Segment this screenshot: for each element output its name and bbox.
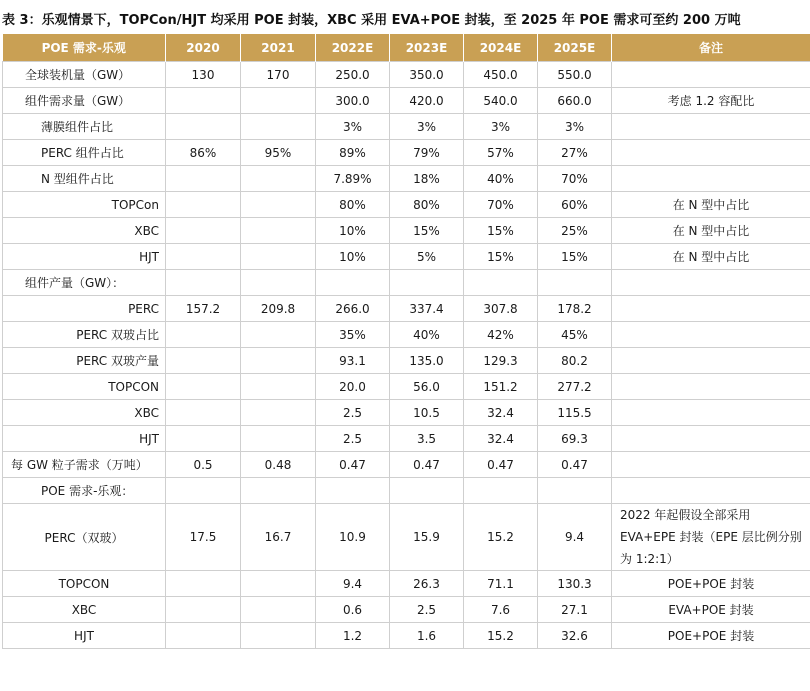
row-label: PERC: [3, 296, 166, 322]
row-label: PERC（双玻）: [3, 504, 166, 571]
table-cell: 17.5: [166, 504, 241, 571]
table-cell: 2.5: [390, 597, 464, 623]
table-cell: 151.2: [464, 374, 538, 400]
table-row: [3, 218, 810, 244]
table-cell: 2.5: [316, 400, 390, 426]
row-label: TOPCon: [3, 192, 166, 218]
table-cell: 3%: [390, 114, 464, 140]
table-row: [3, 348, 810, 374]
row-note: [612, 296, 810, 322]
table-cell: 337.4: [390, 296, 464, 322]
table-title: 表 3：乐观情景下，TOPCon/HJT 均采用 POE 封装，XBC 采用 EVA+POE 封装，至 2025 年 POE 需求可至约 200 万吨: [2, 13, 741, 28]
table-cell: [464, 270, 538, 296]
table-row: [3, 88, 810, 114]
table-cell: 0.47: [390, 452, 464, 478]
row-note: [612, 348, 810, 374]
table-cell: 420.0: [390, 88, 464, 114]
row-note: [612, 478, 810, 504]
table-row: [3, 452, 810, 478]
table-cell: 15%: [464, 244, 538, 270]
table-cell: 129.3: [464, 348, 538, 374]
table-cell: 40%: [390, 322, 464, 348]
table-cell: [166, 218, 241, 244]
table-cell: 115.5: [538, 400, 612, 426]
row-label: N 型组件占比: [3, 166, 166, 192]
table-cell: 0.48: [241, 452, 316, 478]
row-note: [612, 322, 810, 348]
table-row: [3, 478, 810, 504]
row-note: [612, 270, 810, 296]
row-label: XBC: [3, 597, 166, 623]
table-row: [3, 140, 810, 166]
row-label: 组件需求量（GW）: [3, 88, 166, 114]
table-cell: 3.5: [390, 426, 464, 452]
table-cell: [166, 597, 241, 623]
table-cell: 26.3: [390, 571, 464, 597]
table-cell: [316, 478, 390, 504]
table-cell: [166, 270, 241, 296]
table-cell: 15%: [390, 218, 464, 244]
table-cell: [241, 218, 316, 244]
table-cell: 15.9: [390, 504, 464, 571]
table-cell: [241, 192, 316, 218]
table-cell: 15.2: [464, 504, 538, 571]
table-cell: 7.6: [464, 597, 538, 623]
table-cell: 16.7: [241, 504, 316, 571]
table-cell: 40%: [464, 166, 538, 192]
table-cell: 86%: [166, 140, 241, 166]
table-cell: 0.5: [166, 452, 241, 478]
table-cell: [166, 426, 241, 452]
row-label: 全球装机量（GW）: [3, 62, 166, 88]
table-cell: [241, 623, 316, 649]
table-cell: 135.0: [390, 348, 464, 374]
table-row: [3, 597, 810, 623]
table-cell: 7.89%: [316, 166, 390, 192]
table-cell: 209.8: [241, 296, 316, 322]
table-cell: 79%: [390, 140, 464, 166]
table-cell: 80%: [390, 192, 464, 218]
table-cell: 1.2: [316, 623, 390, 649]
table-row: [3, 571, 810, 597]
table-cell: [166, 192, 241, 218]
table-cell: 0.47: [538, 452, 612, 478]
table-cell: [241, 166, 316, 192]
table-cell: 45%: [538, 322, 612, 348]
table-cell: 0.47: [464, 452, 538, 478]
table-cell: [166, 88, 241, 114]
row-label: PERC 组件占比: [3, 140, 166, 166]
table-cell: 10%: [316, 218, 390, 244]
table-row: [3, 244, 810, 270]
table-cell: 10.5: [390, 400, 464, 426]
row-note: 在 N 型中占比: [612, 244, 810, 270]
table-cell: [390, 478, 464, 504]
table-cell: 550.0: [538, 62, 612, 88]
table-row: [3, 400, 810, 426]
table-cell: 9.4: [316, 571, 390, 597]
table-cell: 93.1: [316, 348, 390, 374]
table-cell: [241, 88, 316, 114]
table-cell: 15.2: [464, 623, 538, 649]
table-cell: 130: [166, 62, 241, 88]
row-note: 在 N 型中占比: [612, 218, 810, 244]
table-cell: 307.8: [464, 296, 538, 322]
table-row: [3, 426, 810, 452]
header-2021: 2021: [241, 34, 316, 62]
table-cell: [166, 166, 241, 192]
header-label: POE 需求-乐观: [3, 34, 166, 62]
table-cell: 300.0: [316, 88, 390, 114]
table-cell: [241, 426, 316, 452]
row-note: POE+POE 封装: [612, 571, 810, 597]
table-cell: [166, 400, 241, 426]
row-label: 每 GW 粒子需求（万吨）: [3, 452, 166, 478]
table-cell: 350.0: [390, 62, 464, 88]
table-cell: 0.6: [316, 597, 390, 623]
row-note: [612, 166, 810, 192]
table-cell: [538, 478, 612, 504]
table-cell: 32.4: [464, 426, 538, 452]
header-2022e: 2022E: [316, 34, 390, 62]
table-cell: 56.0: [390, 374, 464, 400]
header-2025e: 2025E: [538, 34, 612, 62]
table-cell: 157.2: [166, 296, 241, 322]
table-cell: 250.0: [316, 62, 390, 88]
row-note: [612, 140, 810, 166]
table-cell: 3%: [464, 114, 538, 140]
table-cell: [241, 597, 316, 623]
table-cell: 2.5: [316, 426, 390, 452]
table-cell: 80%: [316, 192, 390, 218]
table-cell: [464, 478, 538, 504]
table-row: [3, 192, 810, 218]
table-row: [3, 296, 810, 322]
table-cell: 15%: [464, 218, 538, 244]
table-cell: [241, 478, 316, 504]
table-cell: 18%: [390, 166, 464, 192]
table-cell: [166, 244, 241, 270]
table-cell: 32.4: [464, 400, 538, 426]
table-row: [3, 62, 810, 88]
row-note: [612, 400, 810, 426]
table-row: [3, 504, 810, 571]
row-note: [612, 114, 810, 140]
table-cell: 3%: [538, 114, 612, 140]
row-label: 薄膜组件占比: [3, 114, 166, 140]
row-label: HJT: [3, 623, 166, 649]
table-cell: [241, 571, 316, 597]
row-label: 组件产量（GW）：: [3, 270, 166, 296]
table-row: [3, 114, 810, 140]
row-note: POE+POE 封装: [612, 623, 810, 649]
table-cell: [241, 322, 316, 348]
table-cell: [241, 400, 316, 426]
table-body: [3, 62, 810, 649]
table-cell: 450.0: [464, 62, 538, 88]
table-cell: 89%: [316, 140, 390, 166]
table-cell: [166, 348, 241, 374]
table-cell: 170: [241, 62, 316, 88]
table-cell: 35%: [316, 322, 390, 348]
row-note: EVA+POE 封装: [612, 597, 810, 623]
table-cell: 71.1: [464, 571, 538, 597]
header-2024e: 2024E: [464, 34, 538, 62]
table-cell: 277.2: [538, 374, 612, 400]
table-cell: [241, 114, 316, 140]
row-note: 在 N 型中占比: [612, 192, 810, 218]
table-cell: 660.0: [538, 88, 612, 114]
table-cell: 0.47: [316, 452, 390, 478]
table-row: [3, 374, 810, 400]
table-cell: [241, 348, 316, 374]
table-cell: 95%: [241, 140, 316, 166]
table-cell: 540.0: [464, 88, 538, 114]
row-note: 考虑 1.2 容配比: [612, 88, 810, 114]
table-cell: 42%: [464, 322, 538, 348]
table-cell: [390, 270, 464, 296]
row-note: [612, 374, 810, 400]
row-label: PERC 双玻产量: [3, 348, 166, 374]
table-row: [3, 270, 810, 296]
table-cell: 20.0: [316, 374, 390, 400]
table-cell: [166, 571, 241, 597]
table-cell: [538, 270, 612, 296]
table-cell: [166, 623, 241, 649]
table-cell: 57%: [464, 140, 538, 166]
table-cell: 25%: [538, 218, 612, 244]
row-note: [612, 452, 810, 478]
table-cell: [316, 270, 390, 296]
header-row: [3, 34, 810, 62]
header-2023e: 2023E: [390, 34, 464, 62]
row-label: TOPCON: [3, 374, 166, 400]
table-cell: 70%: [538, 166, 612, 192]
table-cell: 266.0: [316, 296, 390, 322]
table-row: [3, 322, 810, 348]
table-row: [3, 166, 810, 192]
table-cell: [166, 322, 241, 348]
table-cell: 27.1: [538, 597, 612, 623]
table-cell: [241, 244, 316, 270]
row-note: [612, 426, 810, 452]
table-cell: 10.9: [316, 504, 390, 571]
header-notes: 备注: [612, 34, 810, 62]
row-note: 2022 年起假设全部采用 EVA+EPE 封装（EPE 层比例分别为 1:2:1）: [612, 504, 810, 571]
table-cell: 27%: [538, 140, 612, 166]
table-cell: 130.3: [538, 571, 612, 597]
table-cell: [166, 374, 241, 400]
poe-demand-table: [2, 34, 810, 649]
table-cell: [241, 374, 316, 400]
table-row: [3, 623, 810, 649]
row-label: POE 需求-乐观：: [3, 478, 166, 504]
row-label: XBC: [3, 400, 166, 426]
table-cell: 60%: [538, 192, 612, 218]
row-note: [612, 62, 810, 88]
row-label: HJT: [3, 426, 166, 452]
table-cell: 1.6: [390, 623, 464, 649]
table-cell: 9.4: [538, 504, 612, 571]
table-cell: 80.2: [538, 348, 612, 374]
row-label: HJT: [3, 244, 166, 270]
table-cell: [166, 478, 241, 504]
table-cell: 10%: [316, 244, 390, 270]
table-cell: 70%: [464, 192, 538, 218]
row-label: XBC: [3, 218, 166, 244]
row-label: TOPCON: [3, 571, 166, 597]
table-cell: 3%: [316, 114, 390, 140]
table-cell: 15%: [538, 244, 612, 270]
header-2020: 2020: [166, 34, 241, 62]
row-label: PERC 双玻占比: [3, 322, 166, 348]
table-cell: [241, 270, 316, 296]
table-cell: 5%: [390, 244, 464, 270]
table-cell: 32.6: [538, 623, 612, 649]
table-cell: 69.3: [538, 426, 612, 452]
table-cell: 178.2: [538, 296, 612, 322]
table-cell: [166, 114, 241, 140]
